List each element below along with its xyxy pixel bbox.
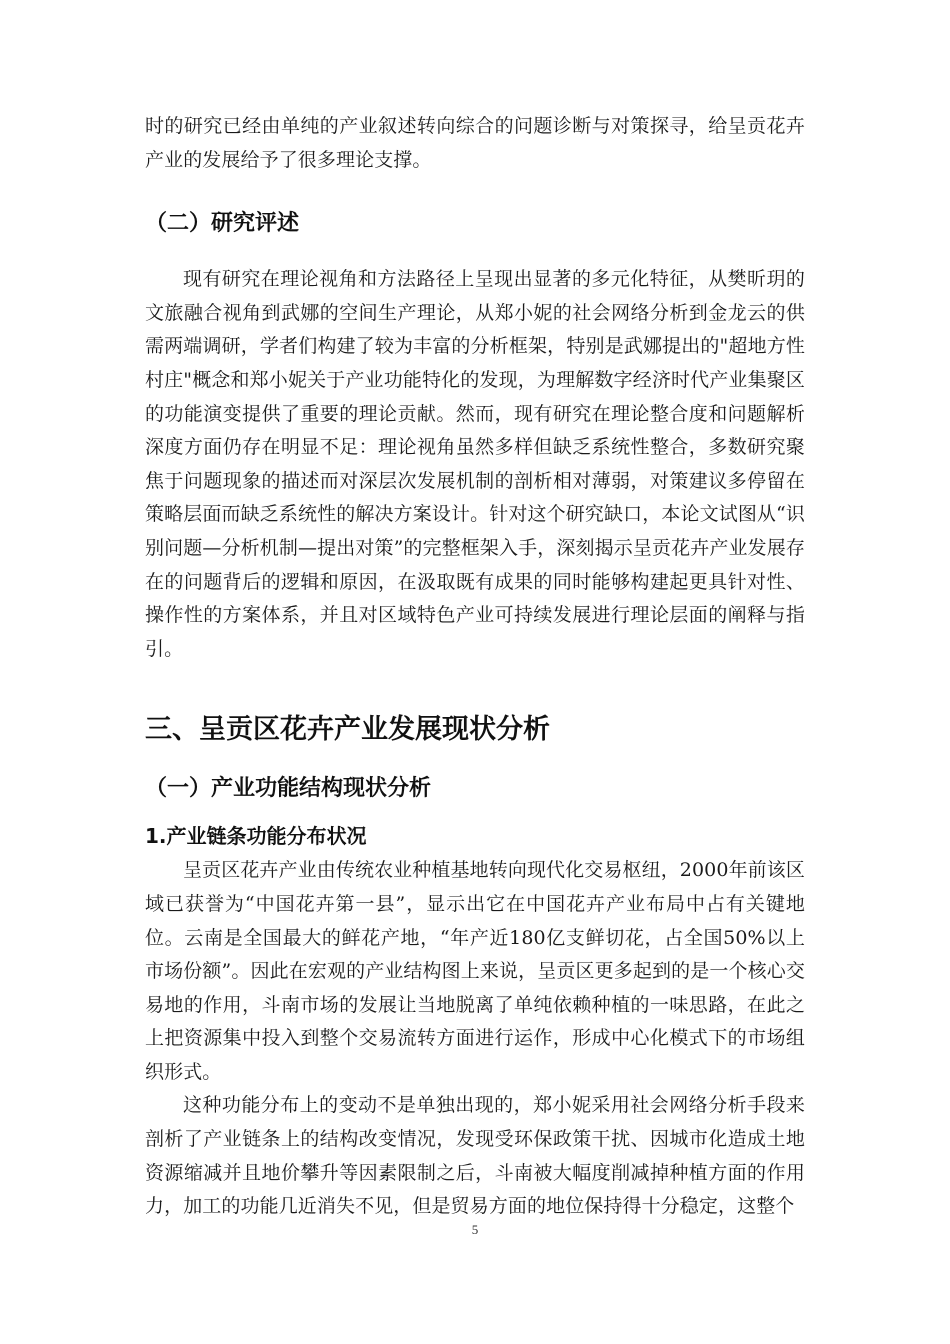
section-heading-industry-structure: （一）产业功能结构现状分析 bbox=[145, 776, 432, 802]
chain-distribution-paragraph-1: 呈贡区花卉产业由传统农业种植基地转向现代化交易枢纽，2000年前该区域已获誉为“中国花卉第一县”，显示出它在中国花卉产业布局中占有关键地位。云南是全国最大的鲜花产地，“年产近180亿支鲜切花，占全国50%以上市场份额”。因此在宏观的产业结构图上来说，呈贡区更多起到的是一个核心交易地的作用，斗南市场的发展让当地脱离了单纯依赖种植的一味思路，在此之上把资源集中投入到整个交易流转方面进行运作，形成中心化模式下的市场组织形式。 bbox=[145, 859, 805, 1083]
chain-distribution-paragraph-2: 这种功能分布上的变动不是单独出现的，郑小妮采用社会网络分析手段来剖析了产业链条上的结构改变情况，发现受环保政策干扰、因城市化造成土地资源缩减并且地价攀升等因素限制之后，斗南被大幅度削减掉种植方面的作用力，加工的功能几近消失不见，但是贸易方面的地位保持得十分稳定，这整个 bbox=[145, 1094, 805, 1218]
section-heading-research-review: （二）研究评述 bbox=[145, 211, 300, 237]
intro-paragraph: 时的研究已经由单纯的产业叙述转向综合的问题诊断与对策探寻，给呈贡花卉产业的发展给予了很多理论支撑。 bbox=[145, 115, 805, 171]
chapter-heading: 三、呈贡区花卉产业发展现状分析 bbox=[145, 714, 550, 746]
document-page bbox=[145, 110, 805, 1224]
page-number: 5 bbox=[471, 1222, 479, 1237]
subsection-heading-chain-distribution: 1.产业链条功能分布状况 bbox=[145, 824, 367, 849]
research-review-paragraph: 现有研究在理论视角和方法路径上呈现出显著的多元化特征，从樊昕玥的文旅融合视角到武娜的空间生产理论，从郑小妮的社会网络分析到金龙云的供需两端调研，学者们构建了较为丰富的分析框架，特别是武娜提出的"超地方性村庄"概念和郑小妮关于产业功能特化的发现，为理解数字经济时代产业集聚区的功能演变提供了重要的理论贡献。然而，现有研究在理论整合度和问题解析深度方面仍存在明显不足：理论视角虽然多样但缺乏系统性整合，多数研究聚焦于问题现象的描述而对深层次发展机制的剖析相对薄弱，对策建议多停留在策略层面而缺乏系统性的解决方案设计。针对这个研究缺口，本论文试图从“识别问题—分析机制—提出对策”的完整框架入手，深刻揭示呈贡花卉产业发展存在的问题背后的逻辑和原因，在汲取既有成果的同时能够构建起更具针对性、操作性的方案体系，并且对区域特色产业可持续发展进行理论层面的阐释与指引。 bbox=[145, 268, 805, 660]
